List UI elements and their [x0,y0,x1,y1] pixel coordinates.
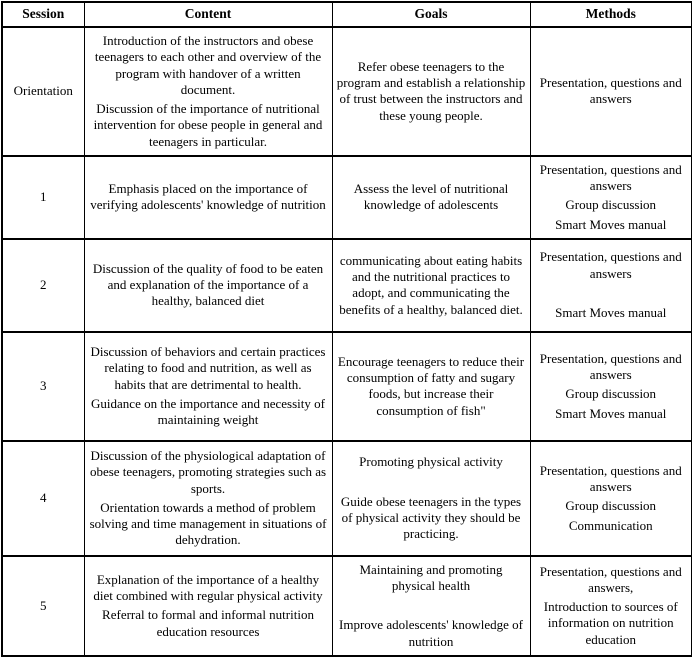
session-cell [2,441,84,556]
table-header [2,2,692,27]
sessions-table [1,1,692,657]
cell-paragraph: Introduction to sources of information on nutrition education [543,599,678,647]
goals-cell [332,27,530,156]
content-cell [84,332,332,441]
cell-paragraph: Refer obese teenagers to the program and establish a relationship of trust between the instructors and these young people. [336,58,526,123]
methods-cell [530,332,692,441]
cell-paragraph: Discussion of behaviors and certain practices relating to food and nutrition, as well as habits that are detrimental to health. [90,344,326,392]
table-row [2,441,692,556]
cell-paragraph: Orientation [13,83,73,99]
goals-cell [332,556,530,656]
table-row [2,332,692,441]
content-cell [84,441,332,556]
cell-paragraph: Presentation, questions and answers [539,462,682,494]
methods-cell [530,441,692,556]
cell-paragraph: Emphasis placed on the importance of verifying adolescents' knowledge of nutrition [90,181,326,213]
cell-paragraph: 3 [40,378,47,394]
methods-cell [530,556,692,656]
cell-paragraph: Explanation of the importance of a healthy diet combined with regular physical activity [93,571,323,603]
paragraph-spacer [337,474,526,491]
content-cell [84,27,332,156]
cell-paragraph: Referral to formal and informal nutrition education resources [102,607,314,639]
header-session: Session [2,2,84,27]
table-row [2,156,692,239]
cell-paragraph: Group discussion [565,386,657,402]
goals-cell [332,441,530,556]
session-cell [2,332,84,441]
cell-paragraph: 5 [40,597,47,613]
cell-paragraph: Presentation, questions and answers [539,350,682,382]
cell-paragraph: Improve adolescents' knowledge of nutrition [339,617,523,649]
cell-paragraph: Presentation, questions and answers [539,75,682,107]
session-cell [2,239,84,332]
cell-paragraph: Smart Moves manual [555,405,667,421]
cell-paragraph: Smart Moves manual [555,304,667,320]
session-cell [2,156,84,239]
table-body [2,27,692,656]
content-cell [84,239,332,332]
content-cell [84,556,332,656]
cell-paragraph: Assess the level of nutritional knowledge of adolescents [353,181,509,213]
cell-paragraph: Presentation, questions and answers [539,249,682,281]
cell-paragraph: Presentation, questions and answers [539,161,682,193]
session-cell [2,556,84,656]
cell-paragraph: Discussion of the importance of nutritional intervention for obese people in general and teenagers in particular. [93,101,323,149]
cell-paragraph: Communication [568,517,653,533]
table-row [2,556,692,656]
paragraph-spacer [337,597,526,614]
session-cell [2,27,84,156]
content-cell [84,156,332,239]
cell-paragraph: 4 [40,490,47,506]
header-row [2,2,692,27]
cell-paragraph: Promoting physical activity [359,454,503,470]
cell-paragraph: Group discussion [565,197,657,213]
cell-paragraph: Guide obese teenagers in the types of physical activity they should be practicing. [340,493,522,541]
cell-paragraph: Guidance on the importance and necessity of maintaining weight [91,395,325,428]
cell-paragraph: Discussion of the physiological adaptation of obese teenagers, promoting strategies such as sports. [89,448,327,496]
cell-paragraph: Encourage teenagers to reduce their consumption of fatty and sugary foods, but increase their consumption of fish" [337,353,525,418]
header-goals: Goals [332,2,530,27]
cell-paragraph: 2 [40,277,47,293]
cell-paragraph: Discussion of the quality of food to be eaten and explanation of the importance of a healthy, balanced diet [92,260,324,309]
methods-cell [530,239,692,332]
cell-paragraph: communicating about eating habits and the nutritional practices to adopt, and communicating the benefits of a healthy, balanced diet. [339,252,523,317]
cell-paragraph: 1 [40,189,47,205]
header-content: Content [84,2,332,27]
goals-cell [332,332,530,441]
goals-cell [332,156,530,239]
methods-cell [530,156,692,239]
cell-paragraph: Group discussion [565,498,657,514]
cell-paragraph: Maintaining and promoting physical health [359,561,503,593]
cell-paragraph: Smart Moves manual [555,216,667,232]
methods-cell [530,27,692,156]
cell-paragraph: Introduction of the instructors and obese teenagers to each other and overview of the program with handover of a written document. [94,33,322,97]
header-methods: Methods [530,2,692,27]
goals-cell [332,239,530,332]
table-row [2,27,692,156]
cell-paragraph: Presentation, questions and answers, [539,563,682,595]
paragraph-spacer [535,285,688,302]
table-row [2,239,692,332]
cell-paragraph: Orientation towards a method of problem solving and time management in situations of dehydration. [89,499,327,548]
